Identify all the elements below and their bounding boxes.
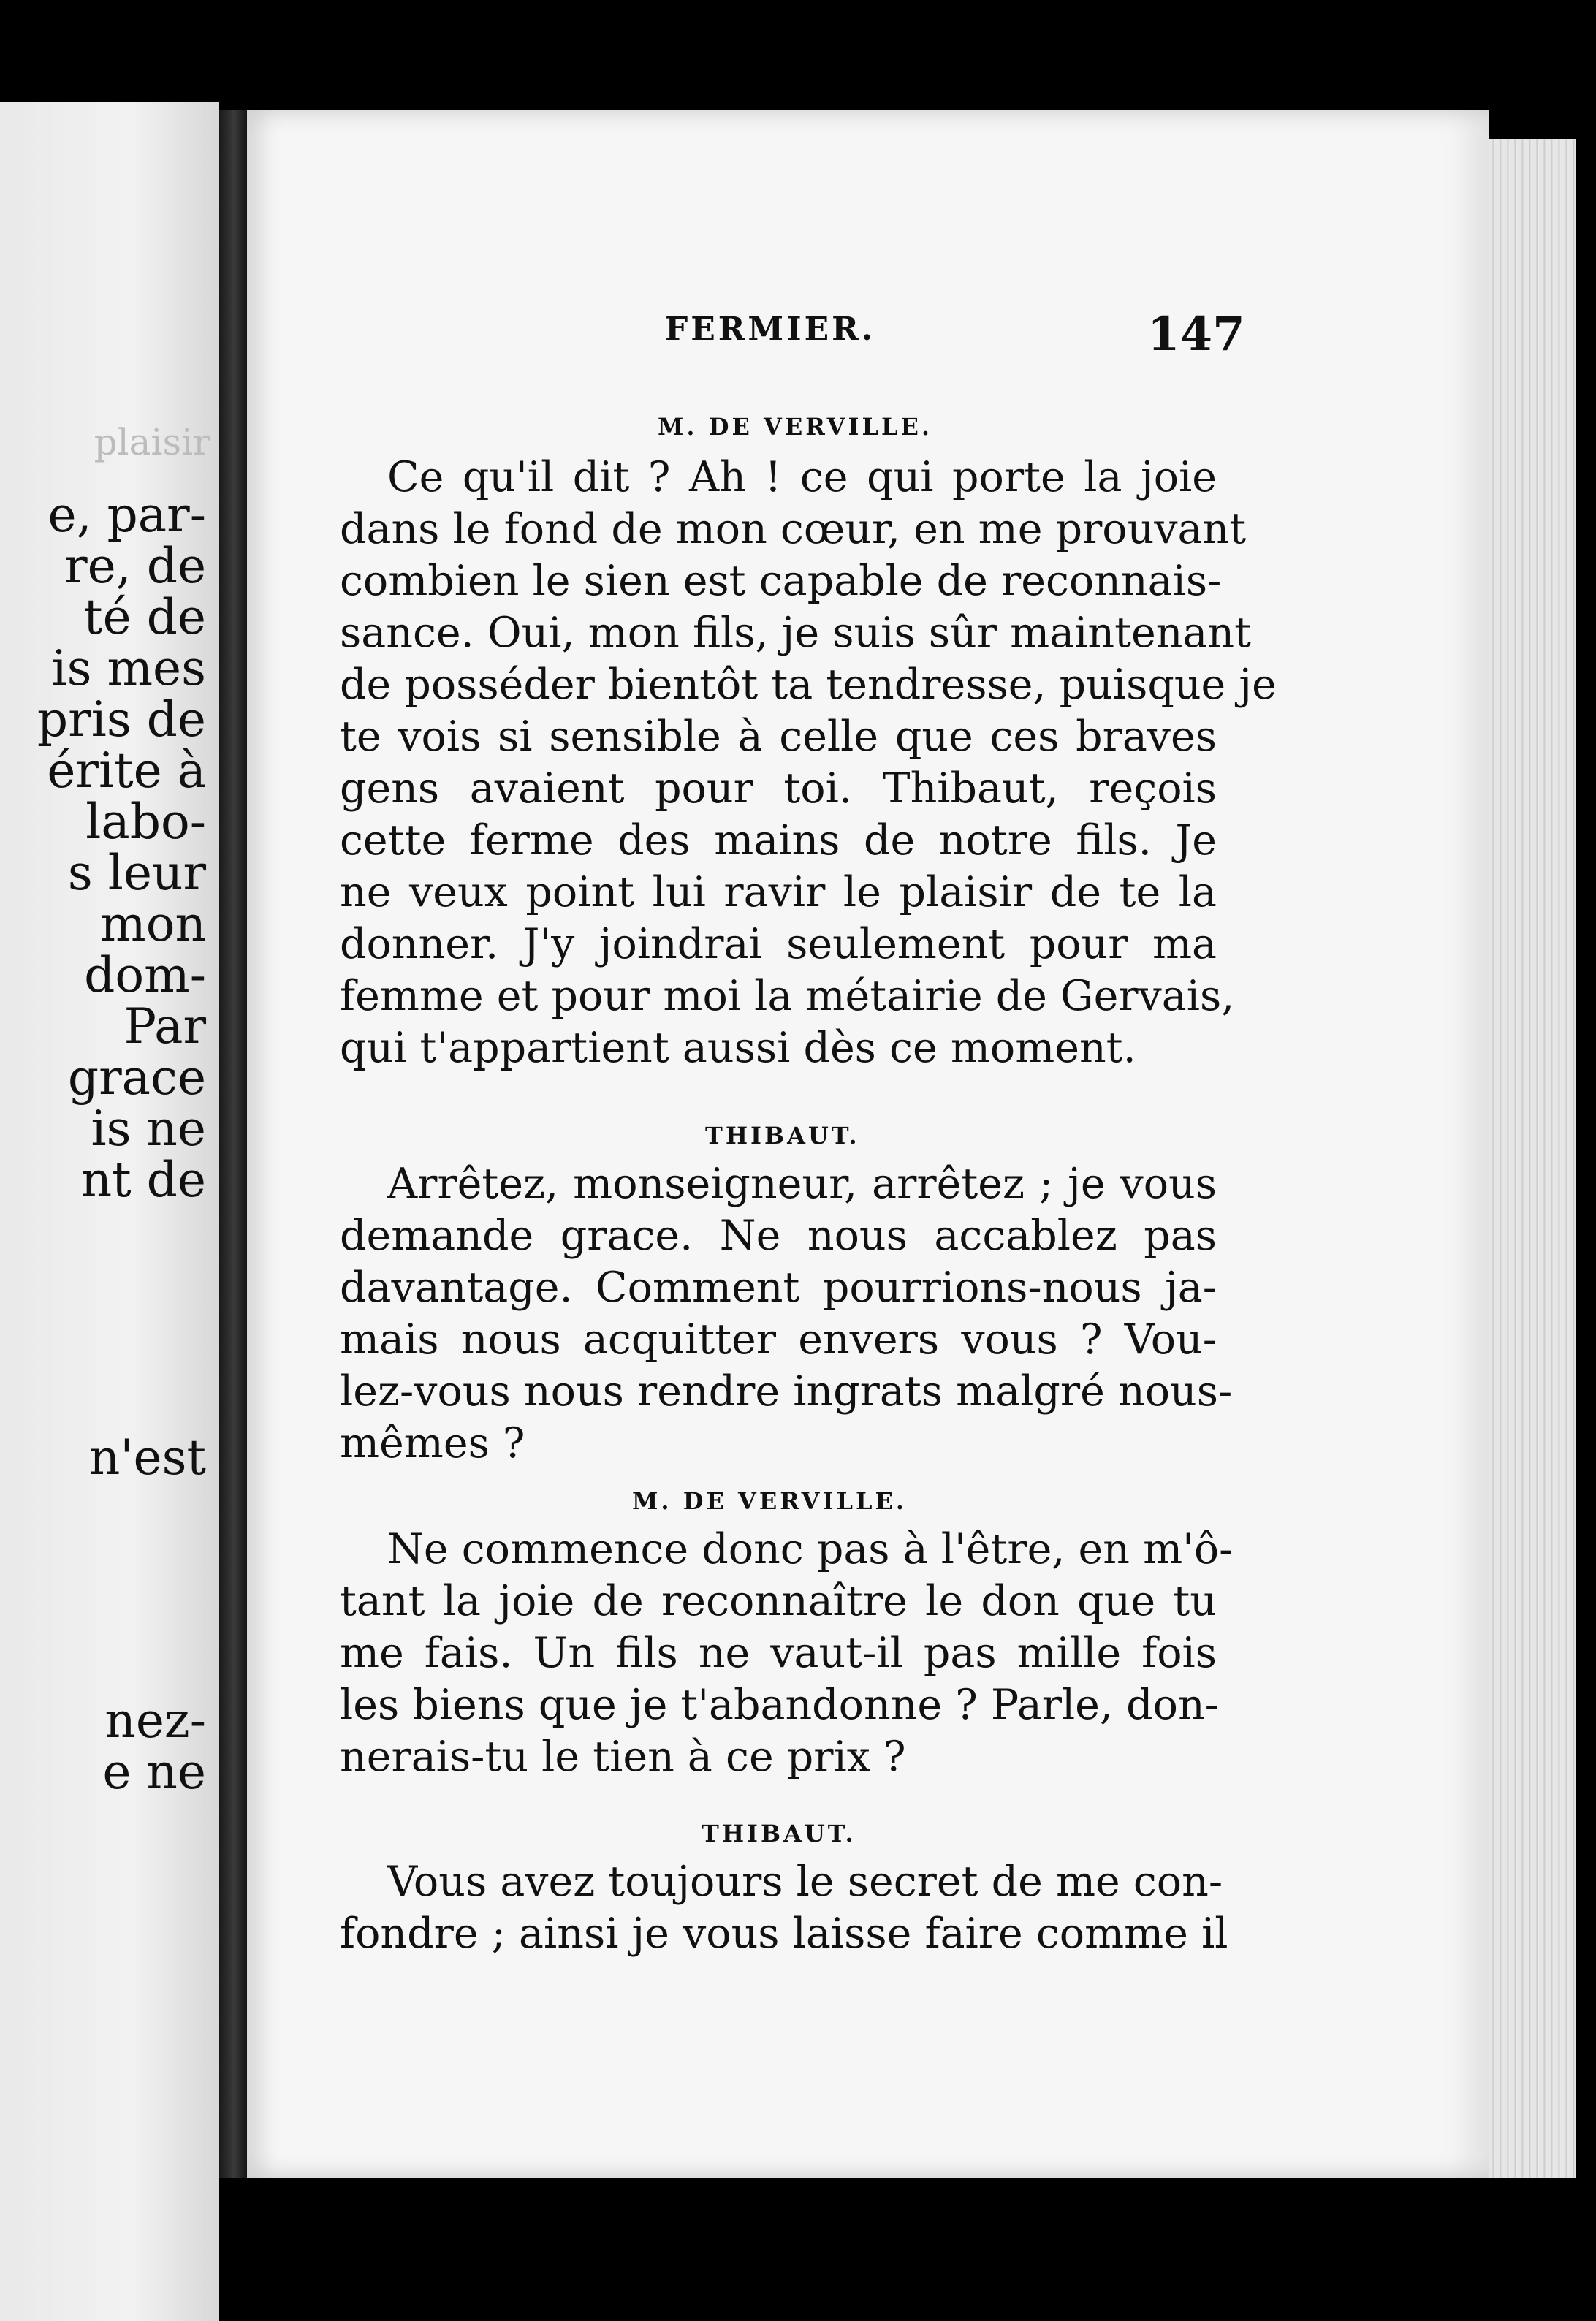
speaker-label: THIBAUT. <box>705 1122 860 1150</box>
text-line: les biens que je t'abandonne ? Parle, don- <box>340 1681 1219 1729</box>
text-line: mêmes ? <box>340 1419 525 1467</box>
text-line: ne veux point lui ravir le plaisir de te la <box>340 868 1217 916</box>
speech-paragraph <box>340 1158 1233 1470</box>
text-line: te vois si sensible à celle que ces braves <box>340 713 1217 761</box>
left-page-fragment: grace <box>67 1049 206 1106</box>
text-line: combien le sien est capable de reconnais- <box>340 557 1222 605</box>
text-line: qui t'appartient aussi dès ce moment. <box>340 1024 1136 1072</box>
text-line: femme et pour moi la métairie de Gervais, <box>340 972 1235 1020</box>
text-line: me fais. Un fils ne vaut-il pas mille fois <box>340 1629 1217 1677</box>
left-facing-page <box>0 102 219 2321</box>
speech-paragraph <box>340 1856 1228 1960</box>
left-page-fragment: re, de <box>64 538 206 594</box>
left-page-fragment: nez- <box>104 1693 206 1749</box>
left-page-fragment: plaisir <box>94 421 210 463</box>
text-line: tant la joie de reconnaître le don que tu <box>340 1577 1217 1625</box>
page-number: 147 <box>1147 307 1245 362</box>
left-page-fragment: labo- <box>86 794 206 850</box>
text-line: demande grace. Ne nous accablez pas <box>340 1212 1217 1260</box>
text-line: gens avaient pour toi. Thibaut, reçois <box>340 764 1217 813</box>
left-page-fragment: dom- <box>84 947 206 1003</box>
page-edges <box>1488 139 1576 2207</box>
text-line: sance. Oui, mon fils, je suis sûr maintenant <box>340 609 1252 657</box>
text-line: Ne commence donc pas à l'être, en m'ô- <box>387 1525 1234 1573</box>
speech-paragraph <box>340 452 1277 1074</box>
left-page-fragment: s leur <box>67 845 206 901</box>
left-page-fragment: is ne <box>91 1101 206 1157</box>
text-line: mais nous acquitter envers vous ? Vou- <box>340 1315 1217 1364</box>
left-page-fragment: e, par- <box>48 487 206 543</box>
speaker-label: THIBAUT. <box>702 1820 856 1847</box>
text-line: fondre ; ainsi je vous laisse faire comme il <box>340 1910 1228 1958</box>
text-line: lez-vous nous rendre ingrats malgré nous- <box>340 1367 1233 1416</box>
text-line: Ce qu'il dit ? Ah ! ce qui porte la joie <box>387 453 1217 501</box>
text-line: de posséder bientôt ta tendresse, puisque je <box>340 661 1277 709</box>
left-page-fragment: té de <box>83 589 206 645</box>
left-page-fragment: érite à <box>47 742 206 799</box>
left-page-fragment: is mes <box>51 640 206 696</box>
speaker-label: M. DE VERVILLE. <box>632 1487 907 1515</box>
text-line: Arrêtez, monseigneur, arrêtez ; je vous <box>387 1160 1217 1208</box>
text-line: cette ferme des mains de notre fils. Je <box>340 816 1217 865</box>
running-title: FERMIER. <box>665 311 876 348</box>
speaker-label: M. DE VERVILLE. <box>658 413 932 441</box>
left-page-fragment: nt de <box>80 1152 206 1208</box>
left-page-fragment: pris de <box>37 691 206 748</box>
left-page-fragment: mon <box>100 896 206 952</box>
left-page-fragment: e ne <box>102 1744 206 1800</box>
text-line: donner. J'y joindrai seulement pour ma <box>340 920 1217 968</box>
text-line: dans le fond de mon cœur, en me prouvant <box>340 505 1247 553</box>
text-line: nerais-tu le tien à ce prix ? <box>340 1733 906 1781</box>
left-page-fragment: Par <box>123 998 206 1055</box>
text-line: davantage. Comment pourrions-nous ja- <box>340 1264 1217 1312</box>
scan-background <box>219 2178 1596 2321</box>
speech-paragraph <box>340 1524 1234 1783</box>
text-line: Vous avez toujours le secret de me con- <box>387 1858 1223 1906</box>
left-page-fragment: n'est <box>88 1429 206 1486</box>
book-gutter <box>219 110 248 2321</box>
